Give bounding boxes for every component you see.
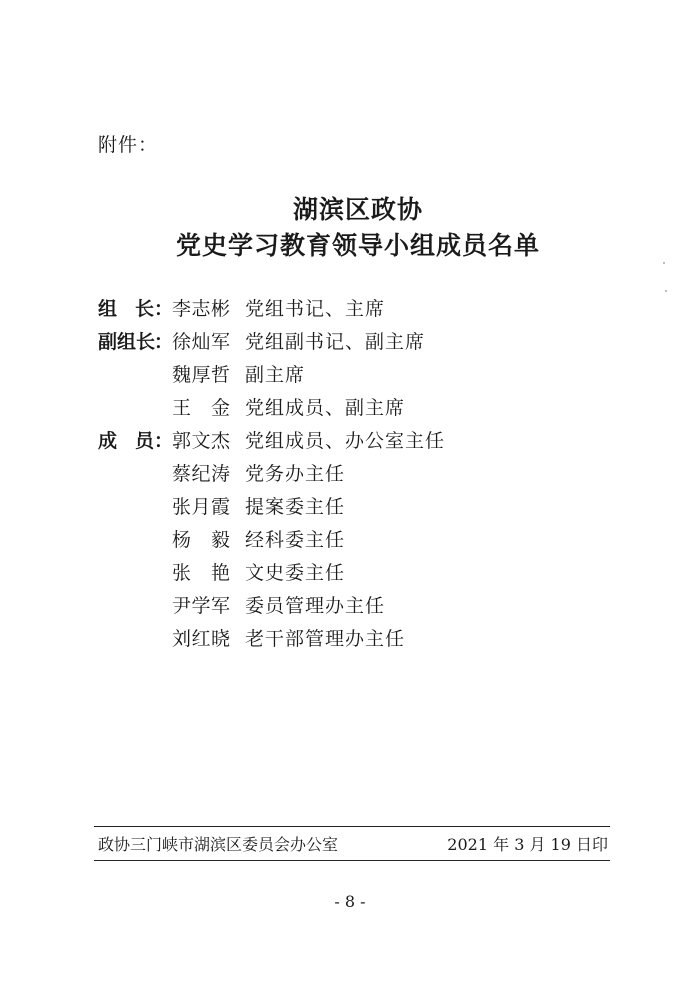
member-name [172,590,230,623]
member-name-char: 艳 [210,562,230,584]
member-name-char: 哲 [210,364,230,386]
member-name-char: 晓 [210,628,230,650]
member-name [172,425,230,458]
member-row [98,623,618,656]
member-role-char: 组 [98,298,118,320]
member-name-char: 灿 [191,331,211,353]
member-name-char: 涛 [210,463,230,485]
member-position: 党组成员、副主席 [245,397,406,419]
member-row [98,590,618,623]
member-position: 副主席 [245,364,306,386]
member-position: 党组成员、办公室主任 [245,430,446,452]
footer-print-date: 2021 年 3 月 19 日印 [447,835,608,854]
member-name [172,293,230,326]
member-name-char: 尹 [172,595,192,617]
member-position: 党组副书记、副主席 [245,331,426,353]
member-name-char: 厚 [191,364,211,386]
member-row [98,524,618,557]
member-role-char: 组 [117,331,137,353]
attachment-label: 附件： [98,134,159,156]
member-row [98,557,618,590]
member-role-colon: ： [154,298,174,320]
member-name-char: 王 [172,397,192,419]
member-position: 文史委主任 [245,562,346,584]
member-name-char: 魏 [172,364,192,386]
member-name [172,326,230,359]
member-name [172,623,230,656]
member-name-char: 金 [210,397,230,419]
member-name [172,392,230,425]
document-title-line2: 党史学习教育领导小组成员名单 [175,231,540,260]
member-name-char: 李 [172,298,192,320]
member-name-char: 文 [191,430,211,452]
member-role [98,326,174,359]
member-name [172,557,230,590]
member-role-char: 成 [98,430,118,452]
member-role-char: 长 [134,298,154,320]
member-role [98,293,174,326]
member-name [172,491,230,524]
scan-speck [665,290,667,292]
member-list [98,293,618,656]
member-name [172,524,230,557]
member-name [172,458,230,491]
member-name-char: 纪 [191,463,211,485]
member-role-colon: ： [154,331,174,353]
member-position: 委员管理办主任 [245,595,386,617]
member-name-char: 郭 [172,430,192,452]
member-position: 党务办主任 [245,463,346,485]
member-name-char: 军 [210,595,230,617]
member-row [98,326,618,359]
member-row [98,392,618,425]
member-name-char: 志 [191,298,211,320]
member-row [98,491,618,524]
member-role-colon: ： [154,430,174,452]
member-name-char: 月 [191,496,211,518]
member-position: 提案委主任 [245,496,346,518]
member-name-char: 军 [210,331,230,353]
member-name-char: 杨 [172,529,192,551]
document-title-line1: 湖滨区政协 [292,195,423,224]
member-name-char: 红 [191,628,211,650]
page-number: - 8 - [334,892,366,911]
member-role [98,425,174,458]
member-role-char: 副 [98,331,118,353]
member-name-char: 学 [191,595,211,617]
member-position: 党组书记、主席 [245,298,386,320]
footer-bottom-rule [94,860,610,861]
footer-top-rule [94,826,610,827]
scan-speck [663,262,665,264]
member-position: 经科委主任 [245,529,346,551]
member-name-char: 张 [172,496,192,518]
member-name [172,359,230,392]
member-role-char: 长 [136,331,156,353]
member-role-char: 员 [134,430,154,452]
member-name-char: 张 [172,562,192,584]
member-row [98,458,618,491]
member-row [98,359,618,392]
member-position: 老干部管理办主任 [245,628,406,650]
member-name-char: 毅 [210,529,230,551]
footer-organization: 政协三门峡市湖滨区委员会办公室 [98,835,339,854]
member-name-char: 霞 [210,496,230,518]
member-name-char: 蔡 [172,463,192,485]
member-row [98,293,618,326]
member-name-char: 彬 [210,298,230,320]
member-row [98,425,618,458]
member-name-char: 徐 [172,331,192,353]
member-name-char: 杰 [210,430,230,452]
member-name-char: 刘 [172,628,192,650]
